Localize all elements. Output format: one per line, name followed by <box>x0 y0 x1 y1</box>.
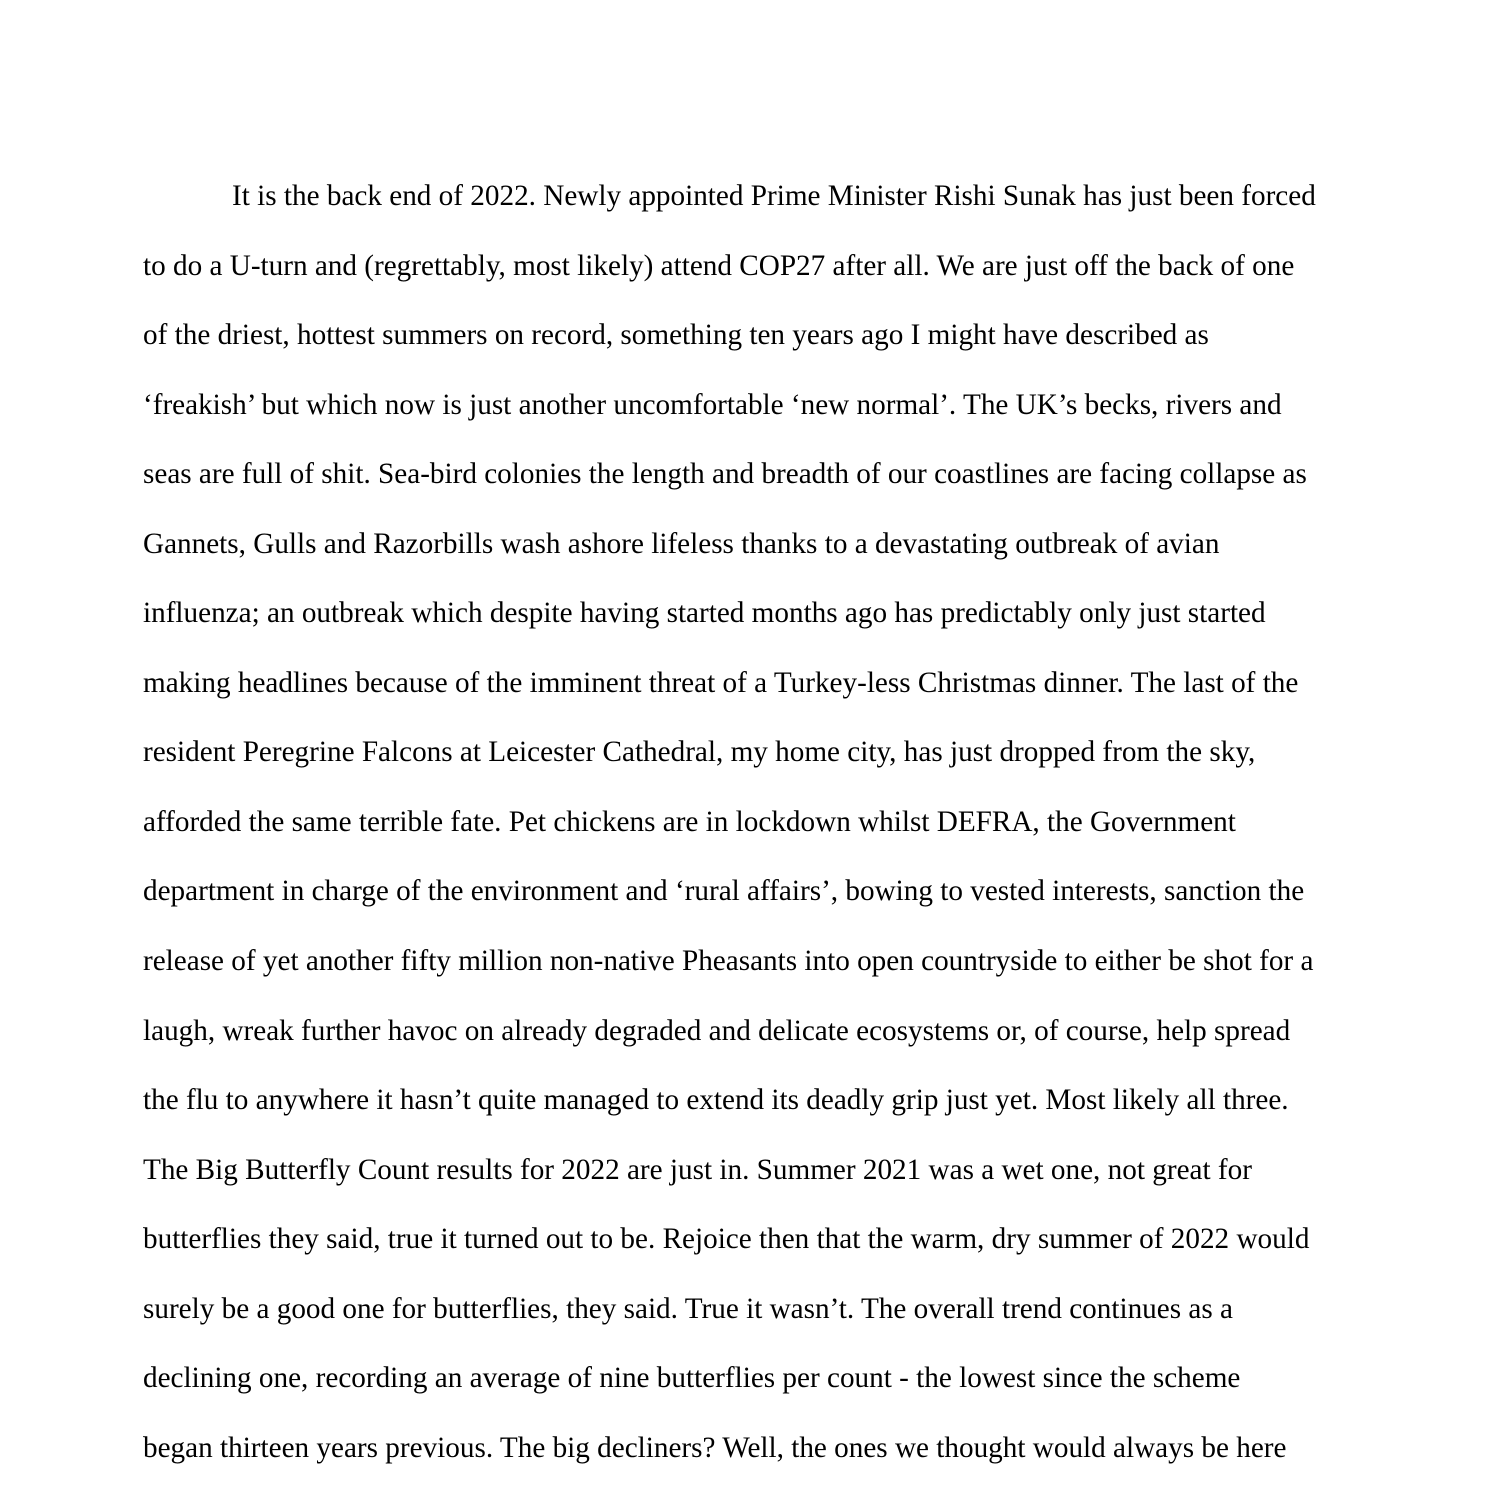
text-line: ‘freakish’ but which now is just another uncomfortable ‘new normal’. The UK’s becks, rivers and <box>143 388 1282 421</box>
text-line: the flu to anywhere it hasn’t quite managed to extend its deadly grip just yet. Most likely all three. <box>143 1084 1289 1117</box>
text-line: afforded the same terrible fate. Pet chickens are in lockdown whilst DEFRA, the Government <box>143 805 1236 838</box>
text-line: began thirteen years previous. The big decliners? Well, the ones we thought would always be here <box>143 1431 1287 1464</box>
text-line: making headlines because of the imminent threat of a Turkey-less Christmas dinner. The last of the <box>143 666 1299 699</box>
text-line: butterflies they said, true it turned out to be. Rejoice then that the warm, dry summer of 2022 would <box>143 1223 1310 1256</box>
text-line: laugh, wreak further havoc on already degraded and delicate ecosystems or, of course, help spread <box>143 1014 1291 1047</box>
text-line: The Big Butterfly Count results for 2022 are just in. Summer 2021 was a wet one, not great for <box>143 1153 1252 1186</box>
text-line: department in charge of the environment and ‘rural affairs’, bowing to vested interests, sanction the <box>143 875 1305 908</box>
text-line: surely be a good one for butterflies, they said. True it wasn’t. The overall trend continues as a <box>143 1292 1233 1325</box>
body-paragraph <box>143 162 1316 1483</box>
text-line: resident Peregrine Falcons at Leicester Cathedral, my home city, has just dropped from the sky, <box>143 736 1256 769</box>
text-line: to do a U-turn and (regrettably, most likely) attend COP27 after all. We are just off the back of one <box>143 249 1295 282</box>
text-line: of the driest, hottest summers on record, something ten years ago I might have described as <box>143 319 1209 352</box>
text-line: influenza; an outbreak which despite having started months ago has predictably only just started <box>143 597 1266 630</box>
text-line: declining one, recording an average of nine butterflies per count - the lowest since the scheme <box>143 1362 1241 1395</box>
text-line: release of yet another fifty million non-native Pheasants into open countryside to either be shot for a <box>143 945 1314 978</box>
text-line: It is the back end of 2022. Newly appointed Prime Minister Rishi Sunak has just been forced <box>232 180 1316 212</box>
text-line: Gannets, Gulls and Razorbills wash ashore lifeless thanks to a devastating outbreak of avian <box>143 527 1220 560</box>
text-line: seas are full of shit. Sea-bird colonies the length and breadth of our coastlines are facing collapse as <box>143 458 1307 491</box>
